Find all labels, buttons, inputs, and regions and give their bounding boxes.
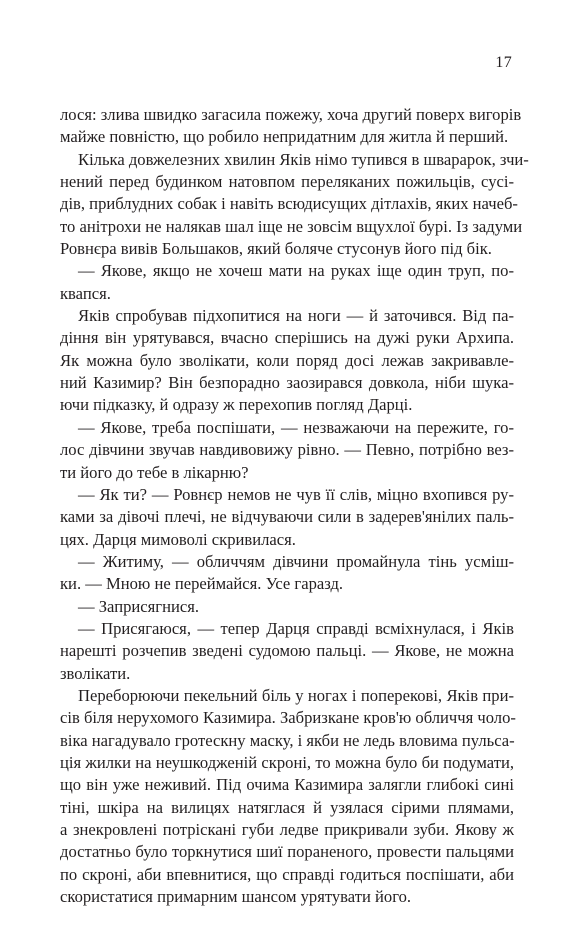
- text-line: — Заприсягнися.: [78, 596, 199, 616]
- text-line: дів, приблудних собак і навіть всюдисущих дітлахів, яких начеб-: [60, 194, 518, 214]
- text-line: Кілька довжелезних хвилин Яків німо тупився в шварарок, зчи-: [78, 149, 529, 169]
- text-line: — Якове, якщо не хочеш мати на руках іще один труп, по-: [78, 261, 514, 281]
- text-line: сів біля нерухомого Казимира. Забризкане кров'ю обличчя чоло-: [60, 708, 516, 728]
- text-line: нений перед будинком натовпом переляканих пожильців, сусі-: [60, 172, 514, 192]
- text-line: — Житиму, — обличчям дівчини промайнула тінь усміш-: [78, 551, 514, 571]
- page-number: 17: [495, 54, 512, 71]
- text-line: ти його до тебе в лікарню?: [60, 462, 249, 482]
- text-line: ція жилки на неушкодженій скроні, то можна було би подумати,: [60, 752, 514, 772]
- text-line: Ровнєра вивів Большаков, який боляче стусонув його під бік.: [60, 239, 492, 259]
- text-line: Переборюючи пекельний біль у ногах і поперекові, Яків при-: [78, 685, 514, 705]
- text-line: по скроні, аби впевнитися, що справді годиться поспішати, аби: [60, 864, 514, 884]
- text-line: — Як ти? — Ровнєр немов не чув її слів, міцно вхопився ру-: [78, 484, 514, 504]
- body-text: [60, 104, 529, 908]
- text-line: достатньо було торкнутися шиї пораненого, провести пальцями: [60, 842, 514, 862]
- text-line: Яків спробував підхопитися на ноги — й заточився. Від па-: [78, 306, 514, 326]
- text-line: тіні, шкіра на вилицях натяглася й узялася сірими плямами,: [60, 797, 514, 817]
- text-line: а знекровлені потріскані губи ледве прикривали зуби. Якову ж: [60, 820, 514, 839]
- text-line: цях. Дарця мимоволі скривилася.: [60, 529, 296, 549]
- text-line: то анітрохи не налякав шал іще не зовсім вщухлої бурі. Із задуми: [60, 216, 523, 236]
- text-line: Як можна було зволікати, коли поряд досі лежав закривавле-: [60, 350, 514, 370]
- text-line: ний Казимир? Він безпорадно заозирався довкола, ніби шука-: [60, 373, 514, 393]
- text-line: зволікати.: [60, 663, 131, 683]
- text-line: скористатися примарним шансом урятувати його.: [60, 887, 412, 907]
- text-line: нарешті розчепив зведені судомою пальці. — Якове, не можна: [60, 641, 514, 661]
- text-line: ки. — Мною не переймайся. Усе гаразд.: [60, 574, 344, 594]
- text-line: віка нагадувало гротескну маску, і якби не ледь вловима пульса-: [60, 730, 515, 750]
- text-line: діння він урятувався, вчасно сперішись на дужі руки Архипа.: [60, 328, 514, 348]
- text-line: — Присягаюся, — тепер Дарця справді всміхнулася, і Яків: [78, 618, 514, 638]
- text-line: лос дівчини звучав навдивовижу рівно. — Певно, потрібно вез-: [60, 440, 514, 460]
- text-line: майже повністю, що робило непридатним для житла й перший.: [60, 127, 509, 147]
- text-line: що він уже неживий. Під очима Казимира залягли глибокі сині: [60, 775, 514, 795]
- text-line: ками за дівочі плечі, не відчуваючи сили в задерев'янілих паль-: [60, 507, 514, 527]
- text-line: лося: злива швидко загасила пожежу, хоча другий поверх вигорів: [60, 105, 522, 124]
- text-line: — Якове, треба поспішати, — незважаючи на пережите, го-: [78, 417, 514, 437]
- text-line: квапся.: [60, 283, 111, 303]
- text-line: ючи підказку, й одразу ж перехопив погляд Дарці.: [60, 395, 413, 415]
